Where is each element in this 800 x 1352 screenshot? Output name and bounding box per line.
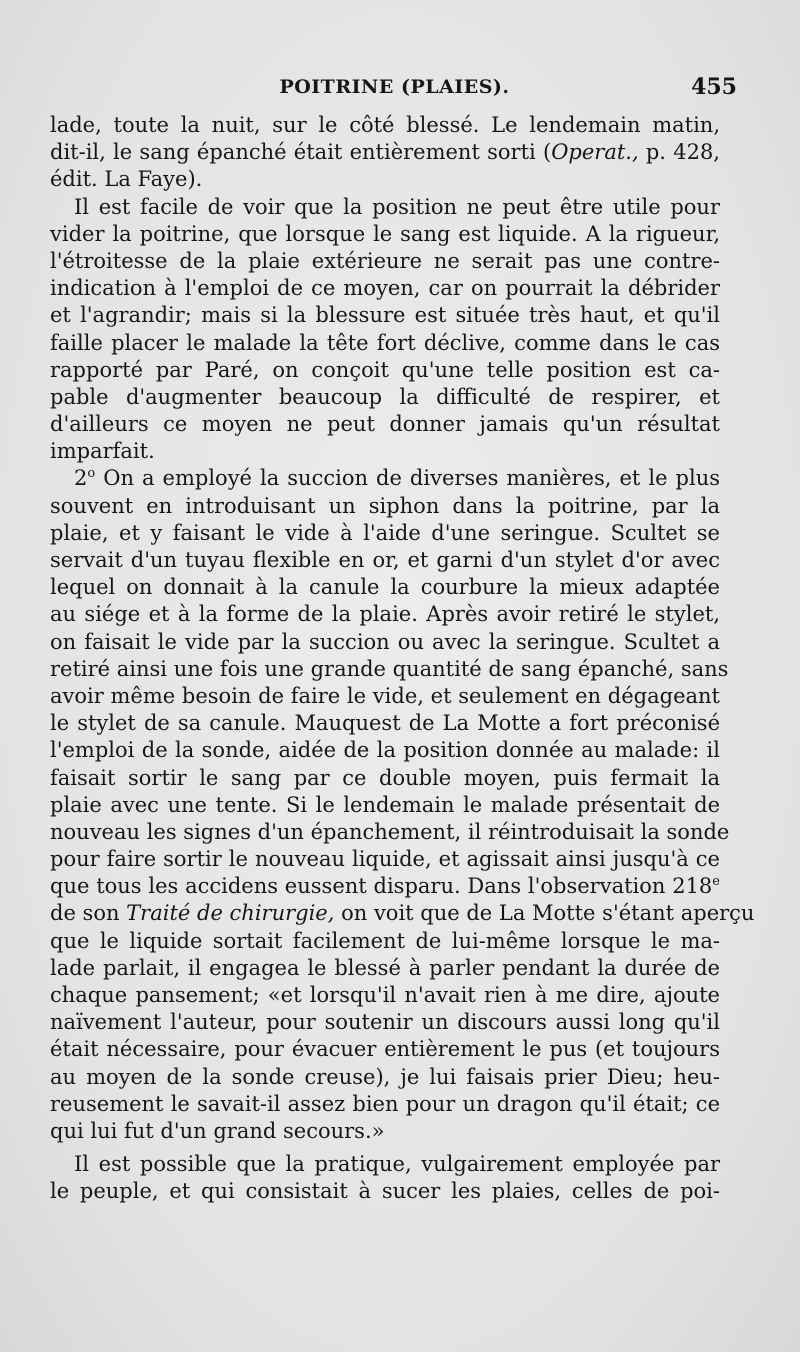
- text-line: plaie, et y faisant le vide à l'aide d'une seringue. Scultet se: [50, 520, 720, 545]
- text-line: servait d'un tuyau flexible en or, et garni d'un stylet d'or avec: [50, 548, 720, 572]
- text-line: on faisait le vide par la succion ou avec la seringue. Scultet a: [50, 629, 720, 654]
- text-line: faille placer le malade la tête fort déclive, comme dans le cas: [50, 330, 720, 355]
- text-line: naïvement l'auteur, pour soutenir un discours aussi long qu'il: [50, 1010, 720, 1035]
- text-line: 2$^o$ On a employé la succion de diverses manières, et le plus: [74, 466, 720, 491]
- text-line: faisait sortir le sang par ce double moyen, puis fermait la: [50, 765, 720, 790]
- text-line: nouveau les signes d'un épanchement, il réintroduisait la sonde: [50, 819, 730, 844]
- text-line: de son Traité de chirurgie, on voit que de La Motte s'étant aperçu: [50, 901, 755, 926]
- text-line: l'étroitesse de la plaie extérieure ne serait pas une contre-: [50, 248, 720, 273]
- text-line: imparfait.: [50, 439, 155, 464]
- text-line: Il est facile de voir que la position ne peut être utile pour: [74, 194, 720, 219]
- page-number: 455: [691, 74, 737, 100]
- text-line: plaie avec une tente. Si le lendemain le malade présentait de: [50, 792, 720, 817]
- text-line: chaque pansement; «et lorsqu'il n'avait rien à me dire, ajoute: [50, 983, 720, 1007]
- text-line: au siége et à la forme de la plaie. Après avoir retiré le stylet,: [50, 602, 720, 627]
- text-line: souvent en introduisant un siphon dans la poitrine, par la: [50, 493, 720, 518]
- text-line: retiré ainsi une fois une grande quantité de sang épanché, sans: [50, 656, 729, 681]
- text-line: rapporté par Paré, on conçoit qu'une telle position est ca-: [50, 357, 720, 382]
- text-line: et l'agrandir; mais si la blessure est située très haut, et qu'il: [50, 303, 720, 328]
- text-line: lade parlait, il engagea le blessé à parler pendant la durée de: [50, 955, 720, 980]
- text-line: lequel on donnait à la canule la courbure la mieux adaptée: [50, 575, 720, 600]
- text-line: était nécessaire, pour évacuer entièrement le pus (et toujours: [50, 1037, 720, 1062]
- text-line: dit-il, le sang épanché était entièrement sorti (Operat., p. 428,: [50, 140, 720, 165]
- text-line: au moyen de la sonde creuse), je lui faisais prier Dieu; heu-: [50, 1064, 720, 1089]
- text-line: le peuple, et qui consistait à sucer les plaies, celles de poi-: [50, 1179, 720, 1204]
- text-line: pour faire sortir le nouveau liquide, et agissait ainsi jusqu'à ce: [50, 847, 720, 872]
- text-line: Il est possible que la pratique, vulgairement employée par: [74, 1152, 720, 1177]
- running-title: POITRINE (PLAIES).: [279, 76, 510, 98]
- text-line: pable d'augmenter beaucoup la difficulté de respirer, et: [50, 384, 720, 409]
- text-line: avoir même besoin de faire le vide, et seulement en dégageant: [50, 683, 720, 708]
- text-line: lade, toute la nuit, sur le côté blessé. Le lendemain matin,: [50, 113, 720, 137]
- text-line: le stylet de sa canule. Mauquest de La Motte a fort préconisé: [50, 711, 720, 736]
- text-line: que le liquide sortait facilement de lui-même lorsque le ma-: [50, 928, 720, 953]
- text-line: d'ailleurs ce moyen ne peut donner jamais qu'un résultat: [50, 412, 720, 437]
- body-text: [50, 112, 755, 1206]
- book-title-italic: Traité de chirurgie,: [126, 901, 335, 926]
- page-header: [52, 76, 737, 106]
- text-line: vider la poitrine, que lorsque le sang est liquide. A la rigueur,: [50, 221, 720, 246]
- text-line: que tous les accidens eussent disparu. Dans l'observation 218e: [50, 874, 720, 899]
- text-line: indication à l'emploi de ce moyen, car on pourrait la débrider: [50, 276, 720, 301]
- text-line: édit. La Faye).: [50, 167, 203, 192]
- text-line: l'emploi de la sonde, aidée de la position donnée au malade: il: [50, 738, 720, 763]
- text-line: qui lui fut d'un grand secours.»: [50, 1118, 385, 1143]
- text-line: reusement le savait-il assez bien pour un dragon qu'il était; ce: [50, 1091, 720, 1116]
- citation-italic: Operat.,: [551, 140, 639, 165]
